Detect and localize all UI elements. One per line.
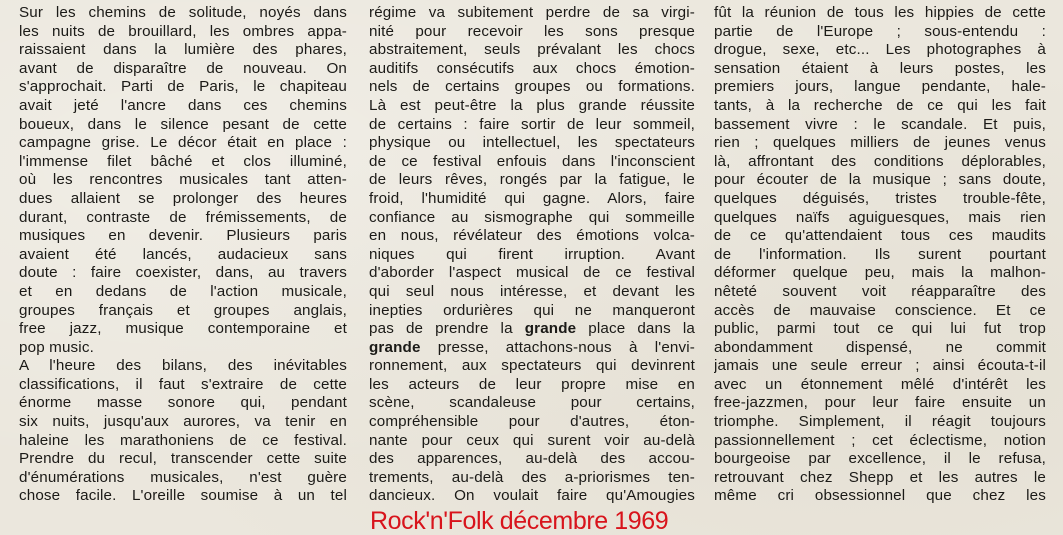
text-line: déformer quelque peu, mais la malhon-: [714, 264, 1046, 282]
text-line: free jazz, musique contemporaine et: [19, 320, 347, 338]
text-line: niques qui firent irruption. Avant: [369, 245, 695, 263]
text-line: dancieux. On voulait faire qu'Amougies: [369, 487, 695, 505]
text-line: abondamment dispensé, ne commit: [714, 338, 1046, 356]
text-line: scène, scandaleuse pour certains,: [369, 394, 695, 412]
text-line: bassement vivre : le scandale. Et puis,: [714, 115, 1046, 133]
emphasized-word: grande: [524, 320, 577, 338]
text-line: groupes français et groupes anglais,: [19, 301, 347, 319]
text-line: chose facile. L'oreille soumise à un tel: [19, 487, 347, 505]
text-line: pas de prendre la grande place dans la: [369, 320, 695, 338]
text-line: avec un étonnement mêlé d'intérêt les: [714, 375, 1046, 393]
text-line: campagne grise. Le décor était en place :: [19, 134, 347, 152]
text-line: les nuits de brouillard, les ombres appa-: [19, 22, 347, 40]
emphasized-word: grande: [369, 338, 421, 356]
text-line: dues allaient se prolonger des heures: [19, 189, 347, 207]
text-line: sensation étaient à leurs postes, les: [714, 59, 1046, 77]
text-line: avait jeté l'ancre dans ces chemins: [19, 96, 347, 114]
text-line: où les rencontres musicales tant atten-: [19, 171, 347, 189]
text-line: qui seul nous intéresse, et devant les: [369, 282, 695, 300]
text-line: là, affrontant des conditions déplorables,: [714, 152, 1046, 170]
article-column-3: [714, 4, 1046, 506]
text-line: quelques naïfs aguiguesques, mais rien: [714, 208, 1046, 226]
text-line: retrouvant chez Shepp et les autres le: [714, 468, 1046, 486]
text-line: Là est peut-être la plus grande réussite: [369, 96, 695, 114]
text-line: des apparences, au-delà des accou-: [369, 450, 695, 468]
text-line: jamais une seule erreur ; ainsi écouta-t-il: [714, 357, 1046, 375]
article-column-2: [369, 4, 695, 506]
text-line: de l'information. Ils surent pourtant: [714, 245, 1046, 263]
text-line: grande presse, attachons-nous à l'envi-: [369, 338, 695, 356]
text-line: premiers jours, langue pendante, hale-: [714, 78, 1046, 96]
text-line: haleine les marathoniens de ce festival.: [19, 431, 347, 449]
text-line: même cri obsessionnel que chez les: [714, 487, 1046, 505]
source-caption: Rock'n'Folk décembre 1969: [370, 507, 669, 535]
text-line: de ce qu'attendaient tous ces maudits: [714, 227, 1046, 245]
text-line: compréhensible pour d'autres, éton-: [369, 413, 695, 431]
text-line: d'aborder l'aspect musical de ce festival: [369, 264, 695, 282]
article-column-1: [19, 4, 347, 506]
text-line: auditifs consécutifs aux chocs émotion-: [369, 59, 695, 77]
text-line: drogue, sexe, etc... Les photographes à: [714, 41, 1046, 59]
text-line: confiance au sismographe qui sommeille: [369, 208, 695, 226]
text-line: Prendre du recul, transcender cette suite: [19, 450, 347, 468]
text-line: quelques déguisés, tristes trouble-fête,: [714, 189, 1046, 207]
text-line: triomphe. Simplement, il réagit toujours: [714, 413, 1046, 431]
text-line: inepties ordurières qui ne manqueront: [369, 301, 695, 319]
text-line: pop music.: [19, 338, 94, 356]
text-line: les acteurs de leur propre mise en: [369, 375, 695, 393]
text-line: avaient été lancés, audacieux sans: [19, 245, 347, 263]
text-line: free-jazzmen, pour leur faire ensuite un: [714, 394, 1046, 412]
text-line: l'immense filet bâché et clos illuminé,: [19, 152, 347, 170]
text-line: A l'heure des bilans, des inévitables: [19, 357, 347, 375]
text-line: de leurs rêves, rongés par la fatigue, le: [369, 171, 695, 189]
text-line: physique ou intellectuel, les spectateurs: [369, 134, 695, 152]
text-line: et en dedans de l'action musicale,: [19, 282, 347, 300]
text-line: passionnellement ; cet éclectisme, notion: [714, 431, 1046, 449]
text-line: régime va subitement perdre de sa virgi-: [369, 4, 695, 21]
text-line: doute : faire coexister, dans, au travers: [19, 264, 347, 282]
text-line: énorme masse sonore qui, pendant: [19, 394, 347, 412]
text-line: durant, contraste de frémissements, de: [19, 208, 347, 226]
text-line: rien ; quelques milliers de jeunes venus: [714, 134, 1046, 152]
text-line: ronnement, aux spectateurs qui devinrent: [369, 357, 695, 375]
text-line: Sur les chemins de solitude, noyés dans: [19, 4, 347, 21]
text-line: d'énumérations musicales, n'est guère: [19, 468, 347, 486]
text-line: pour écouter de la musique ; sans doute,: [714, 171, 1046, 189]
text-line: froid, l'humidité qui gagne. Alors, faire: [369, 189, 695, 207]
text-line: nels de certains groupes ou formations.: [369, 78, 695, 96]
text-line: bourgeoise par excellence, il le refusa,: [714, 450, 1046, 468]
text-line: de ce festival enfouis dans l'inconscient: [369, 152, 695, 170]
text-line: partie de l'Europe ; sous-entendu :: [714, 22, 1046, 40]
text-line: tants, à la recherche de ce qui les fait: [714, 96, 1046, 114]
text-line: boueux, dans le silence pesant de cette: [19, 115, 347, 133]
text-line: en nous, révélateur des émotions volca-: [369, 227, 695, 245]
text-line: classifications, il faut s'extraire de cette: [19, 375, 347, 393]
text-line: de certains : faire sortir de leur sommeil,: [369, 115, 695, 133]
text-line: nante pour ceux qui surent voir au-delà: [369, 431, 695, 449]
text-line: six nuits, jusqu'aux aurores, va tenir en: [19, 413, 347, 431]
text-line: avant de disparaître de nouveau. On: [19, 59, 347, 77]
text-line: nité pour recevoir les sons presque: [369, 22, 695, 40]
text-line: fût la réunion de tous les hippies de cette: [714, 4, 1046, 21]
text-line: raissaient dans la lumière des phares,: [19, 41, 347, 59]
text-line: trements, au-delà des a-priorismes ten-: [369, 468, 695, 486]
text-line: public, parmi tout ce qui lui fut trop: [714, 320, 1046, 338]
text-line: abstraitement, seuls prévalant les chocs: [369, 41, 695, 59]
text-line: nêteté souvent voit réapparaître des: [714, 282, 1046, 300]
text-line: s'approchait. Parti de Paris, le chapiteau: [19, 78, 347, 96]
text-line: musiques en devenir. Plusieurs paris: [19, 227, 347, 245]
text-line: accès de mauvaise conscience. Et ce: [714, 301, 1046, 319]
